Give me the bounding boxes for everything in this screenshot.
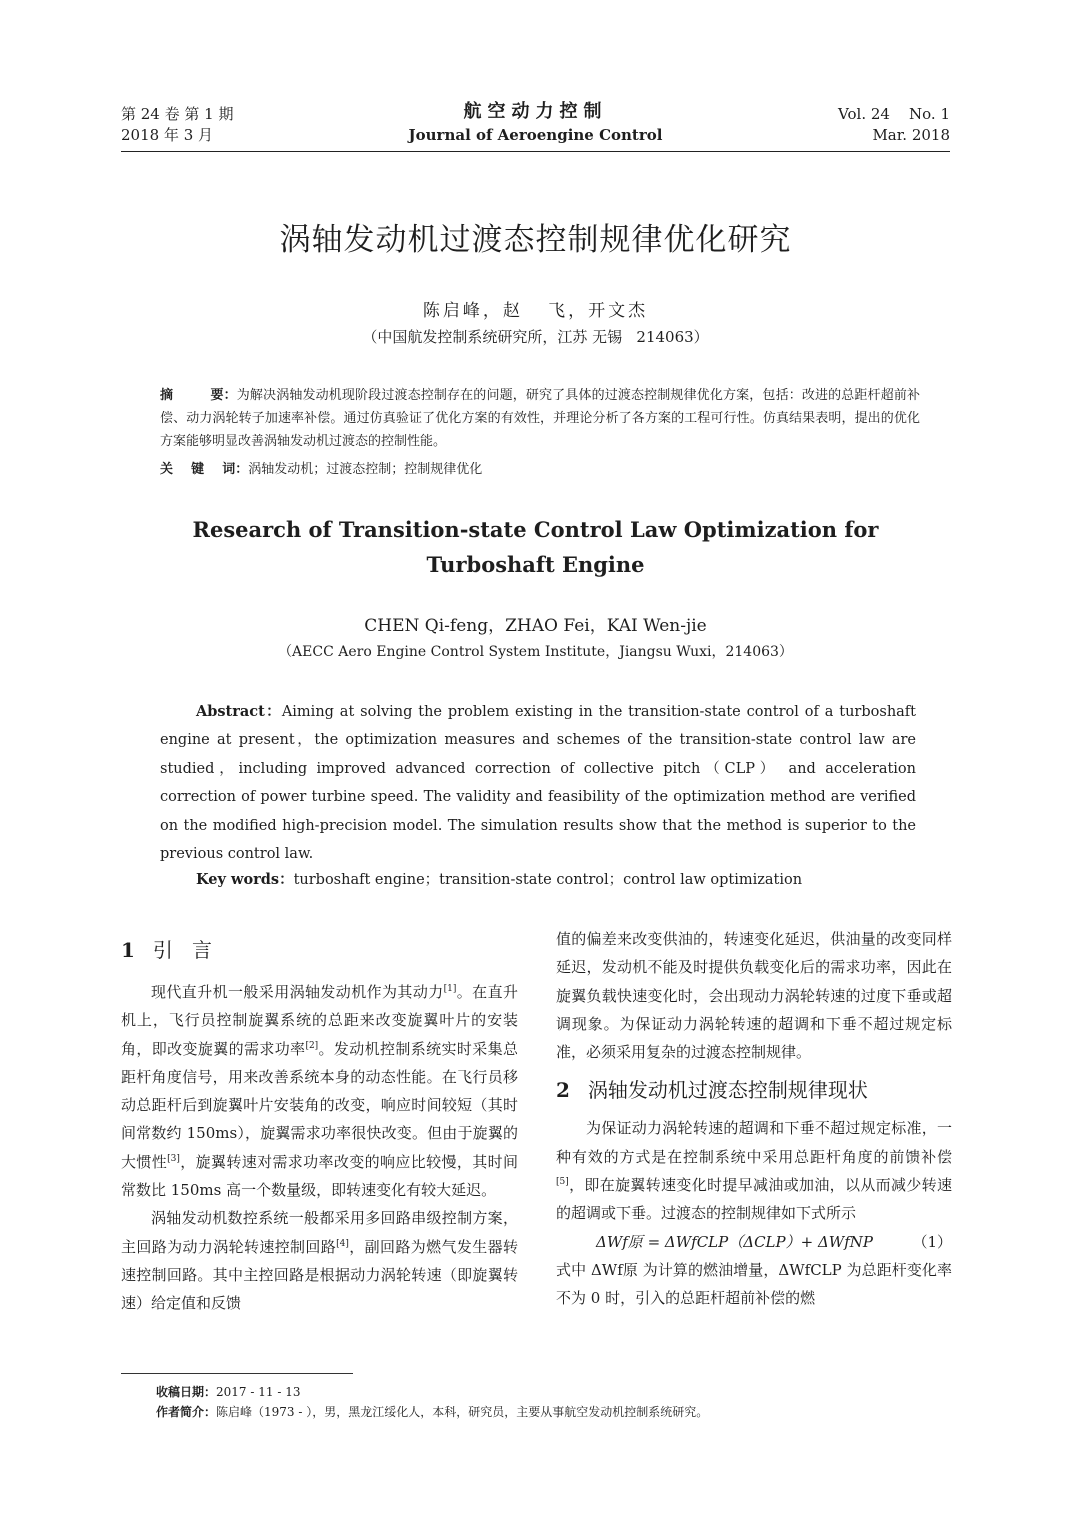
received-date-value: 2017 - 11 - 13	[216, 1385, 301, 1399]
section-1-title: 引 言	[152, 938, 212, 962]
keywords-en-text: turboshaft engine；transition-state control；control law optimization	[293, 872, 803, 888]
body-column-right	[556, 925, 952, 1313]
title-en	[0, 512, 1071, 582]
journal-name-cn: 航空动力控制	[463, 101, 608, 122]
author-bio	[156, 1402, 708, 1422]
section-1-paragraph-1: 现代直升机一般采用涡轴发动机作为其动力[1]。在直升机上，飞行员控制旋翼系统的总距来改变旋翼叶片的安装角，即改变旋翼的需求功率[2]。发动机控制系统实时采集总距杆角度信号，用来改善系统本身的动态性能。在飞行员移动总距杆后到旋翼叶片安装角的改变，响应时间较短（其时间常数约 150ms），旋翼需求功率很快改变。但由于旋翼的大惯性[3]，旋翼转速对需求功率改变的响应比较慢，其时间常数比 150ms 高一个数量级，即转速变化有较大延迟。	[121, 983, 518, 1200]
abstract-cn-text: 为解决涡轴发动机现阶段过渡态控制存在的问题，研究了具体的过渡态控制规律优化方案，包括：改进的总距杆超前补偿、动力涡轮转子加速率补偿。通过仿真验证了优化方案的有效性，并理论分析了各方案的工程可行性。仿真结果表明，提出的优化方案能够明显改善涡轴发动机过渡态的控制性能。	[160, 388, 920, 449]
affiliation-cn: （中国航发控制系统研究所，江苏 无锡 214063）	[362, 328, 709, 346]
citation: [4]	[336, 1238, 349, 1249]
section-2-title: 涡轴发动机过渡态控制规律现状	[587, 1078, 868, 1103]
title-cn: 涡轴发动机过渡态控制规律优化研究	[279, 222, 792, 258]
section-1-number: 1	[121, 938, 135, 962]
footnotes	[156, 1382, 708, 1422]
authors-en: CHEN Qi-feng，ZHAO Fei，KAI Wen-jie	[364, 616, 707, 636]
abstract-cn	[160, 384, 920, 453]
authors-cn: 陈启峰，赵 飞，开文杰	[422, 301, 649, 321]
body-column-left	[121, 930, 518, 1318]
section-1-paragraph-2: 涡轴发动机数控系统一般都采用多回路串级控制方案，主回路为动力涡轮转速控制回路[4]，副回路为燃气发生器转速控制回路。其中主控回路是根据动力涡轮转速（即旋翼转速）给定值和反馈	[121, 1209, 518, 1313]
author-bio-value: 陈启峰（1973 - ），男，黑龙江绥化人，本科，研究员，主要从事航空发动机控制系统研究。	[216, 1405, 709, 1419]
author-bio-label: 作者简介：	[156, 1405, 217, 1419]
affiliation-en: （AECC Aero Engine Control System Institute，Jiangsu Wuxi，214063）	[278, 644, 793, 660]
footnote-rule	[121, 1373, 353, 1374]
date-en: Mar. 2018	[872, 126, 950, 144]
section-1-heading	[121, 936, 518, 964]
volume-issue-en: Vol. 24 No. 1	[838, 105, 950, 123]
abstract-cn-label: 摘 要：	[160, 388, 237, 403]
section-2-number: 2	[556, 1078, 570, 1103]
citation: [3]	[167, 1153, 180, 1164]
title-en-line2: Turboshaft Engine	[426, 552, 645, 577]
equation-1	[556, 1228, 952, 1256]
abstract-en	[160, 698, 916, 868]
journal-name-en: Journal of Aeroengine Control	[408, 126, 663, 144]
title-en-line1: Research of Transition-state Control Law Optimization for	[192, 517, 879, 542]
equation-1-number: （1）	[912, 1232, 952, 1251]
section-2-heading	[556, 1076, 952, 1104]
header-right	[838, 104, 950, 146]
received-date	[156, 1382, 708, 1402]
abstract-en-text: Aiming at solving the problem existing in the transition-state control of a turboshaft engine at present，the optimization measures and schemes of the transition-state control law are studied，including improved advanced correction of collective pitch（CLP） and acceleration correction of power turbine speed. The validity and feasibility of the optimization method are verified on the modified high-precision model. The simulation results show that the method is superior to the previous control law.	[160, 704, 916, 863]
date-cn: 2018 年 3 月	[121, 126, 214, 144]
section-2-paragraph-1: 为保证动力涡轮转速的超调和下垂不超过规定标准，一种有效的方式是在控制系统中采用总距杆角度的前馈补偿[5]，即在旋翼转速变化时提早减油或加油，以从而减少转速的超调或下垂。过渡态的控制规律如下式所示	[556, 1119, 952, 1223]
equation-1-body: ΔWf原 = ΔWfCLP（ΔCLP）+ ΔWfNP	[596, 1232, 873, 1251]
keywords-en-label: Key words：	[196, 871, 294, 888]
received-date-label: 收稿日期：	[156, 1385, 217, 1399]
keywords-cn	[160, 458, 920, 481]
keywords-cn-label: 关 键 词：	[160, 462, 249, 477]
volume-issue-cn: 第 24 卷 第 1 期	[121, 105, 234, 123]
citation: [5]	[556, 1177, 569, 1188]
header-rule	[121, 151, 950, 152]
section-2-paragraph-2: 式中 ΔWf原 为计算的燃油增量，ΔWfCLP 为总距杆变化率不为 0 时，引入的总距杆超前补偿的燃	[556, 1260, 952, 1308]
keywords-en	[160, 867, 916, 893]
citation: [1]	[443, 984, 457, 994]
keywords-cn-text: 涡轴发动机；过渡态控制；控制规律优化	[248, 462, 483, 477]
abstract-en-label: Abstract：	[196, 703, 282, 720]
section-1-paragraph-2-cont: 值的偏差来改变供油的，转速变化延迟，供油量的改变同样延迟，发动机不能及时提供负载变化后的需求功率，因此在旋翼负载快速变化时，会出现动力涡轮转速的过度下垂或超调现象。为保证动力涡轮转速的超调和下垂不超过规定标准，必须采用复杂的过渡态控制规律。	[556, 930, 952, 1062]
citation: [2]	[305, 1040, 319, 1051]
